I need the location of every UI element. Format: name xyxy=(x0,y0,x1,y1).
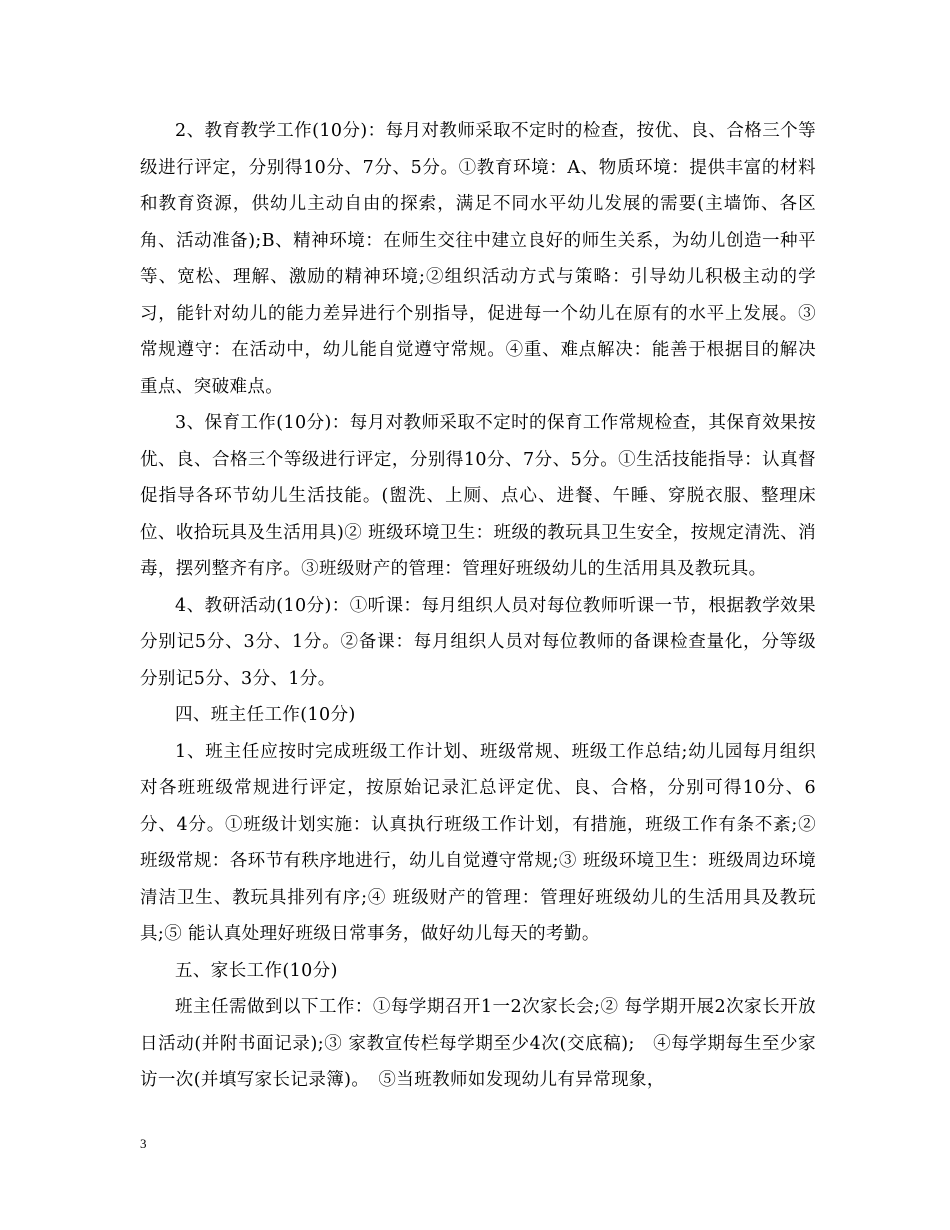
paragraph-parent-work: 班主任需做到以下工作：①每学期召开1一2次家长会;② 每学期开展2次家长开放日活动(并附书面记录);③ 家教宣传栏每学期至少4次(交底稿); ④每学期每生至少家访一次(并填写家长记录簿)。 ⑤当班教师如发现幼儿有异常现象， xyxy=(140,997,816,1090)
page-number: 3 xyxy=(140,1136,147,1151)
document-body xyxy=(140,113,816,1099)
section-heading-class-teacher: 四、班主任工作(10分) xyxy=(175,705,356,725)
paragraph-childcare-work: 3、保育工作(10分)：每月对教师采取不定时的保育工作常规检查，其保育效果按优、良、合格三个等级进行评定，分别得10分、7分、5分。①生活技能指导：认真督促指导各环节幼儿生活技能。(盥洗、上厕、点心、进餐、午睡、穿脱衣服、整理床位、收拾玩具及生活用具)② 班级环境卫生：班级的教玩具卫生安全，按规定清洗、消毒，摆列整齐有序。③班级财产的管理：管理好班级幼儿的生活用具及教玩具。 xyxy=(140,413,816,579)
paragraph-research-activity: 4、教研活动(10分)：①听课：每月组织人员对每位教师听课一节，根据教学效果分别记5分、3分、1分。②备课：每月组织人员对每位教师的备课检查量化，分等级分别记5分、3分、1分。 xyxy=(140,595,816,689)
paragraph-teaching-work: 2、教育教学工作(10分)：每月对教师采取不定时的检查，按优、良、合格三个等级进行评定，分别得10分、7分、5分。①教育环境：A、物质环境：提供丰富的材料和教育资源，供幼儿主动自由的探索，满足不同水平幼儿发展的需要(主墙饰、各区角、活动准备);B、精神环境：在师生交往中建立良好的师生关系，为幼儿创造一种平等、宽松、理解、激励的精神环境;②组织活动方式与策略：引导幼儿积极主动的学习，能针对幼儿的能力差异进行个别指导，促进每一个幼儿在原有的水平上发展。③常规遵守：在活动中，幼儿能自觉遵守常规。④重、难点解决：能善于根据目的解决重点、突破难点。 xyxy=(140,121,816,397)
paragraph-class-teacher-duties: 1、班主任应按时完成班级工作计划、班级常规、班级工作总结;幼儿园每月组织对各班班级常规进行评定，按原始记录汇总评定优、良、合格，分别可得10分、6分、4分。①班级计划实施：认真执行班级工作计划，有措施，班级工作有条不紊;② 班级常规：各环节有秩序地进行，幼儿自觉遵守常规;③ 班级环境卫生：班级周边环境清洁卫生、教玩具排列有序;④ 班级财产的管理：管理好班级幼儿的生活用具及教玩具;⑤ 能认真处理好班级日常事务，做好幼儿每天的考勤。 xyxy=(140,741,816,944)
section-heading-parent-work: 五、家长工作(10分) xyxy=(175,960,338,981)
